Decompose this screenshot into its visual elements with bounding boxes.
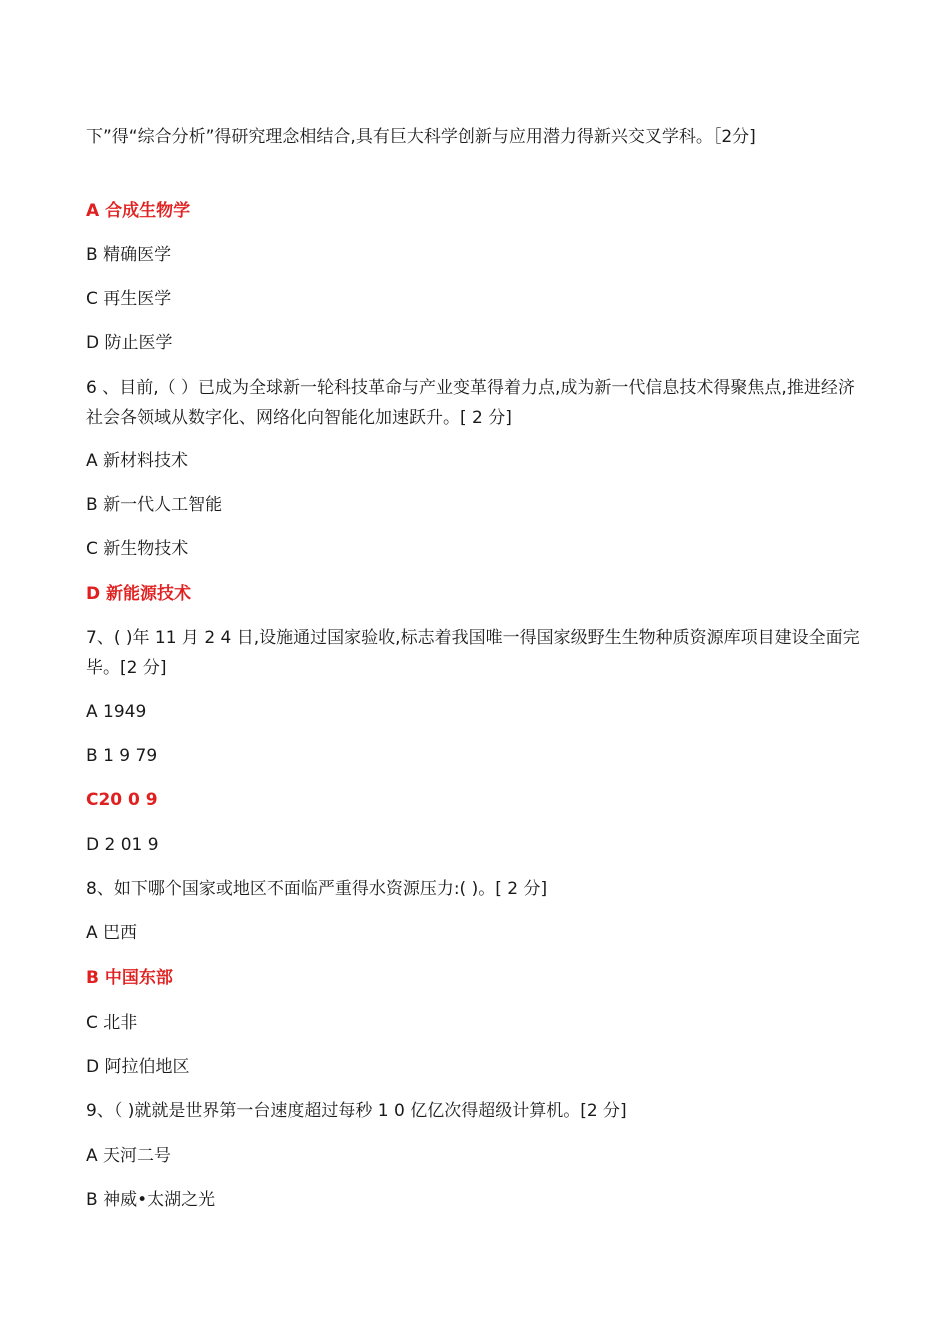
question-7-text: 7、( )年 11 月 2 4 日,设施通过国家验收,标志着我国唯一得国家级野生生物种质资源库项目建设全面完毕。[2 分]	[86, 628, 860, 678]
q5-option-c: C 再生医学	[86, 289, 172, 309]
q7-option-c: C20 0 9	[86, 790, 158, 810]
q8-option-d: D 阿拉伯地区	[86, 1057, 190, 1077]
q8-option-b: B 中国东部	[86, 968, 173, 988]
q5-option-b: B 精确医学	[86, 245, 172, 265]
q6-option-a: A 新材料技术	[86, 451, 189, 471]
q5-option-d: D 防止医学	[86, 333, 173, 353]
question-5-text: 下”得“综合分析”得研究理念相结合,具有巨大科学创新与应用潜力得新兴交叉学科。［2分]	[86, 127, 756, 147]
q7-option-a: A 1949	[86, 702, 147, 722]
q9-option-a: A 天河二号	[86, 1146, 172, 1166]
question-8-text: 8、如下哪个国家或地区不面临严重得水资源压力:( )。[ 2 分]	[86, 879, 548, 899]
q9-option-b: B 神威•太湖之光	[86, 1190, 216, 1210]
q8-option-c: C 北非	[86, 1013, 138, 1033]
q8-option-a: A 巴西	[86, 923, 138, 943]
question-9-text: 9、（ )就就是世界第一台速度超过每秒 1 0 亿亿次得超级计算机。[2 分]	[86, 1101, 627, 1121]
q7-option-d: D 2 01 9	[86, 835, 159, 855]
q5-option-a: A 合成生物学	[86, 201, 191, 221]
q6-option-b: B 新一代人工智能	[86, 495, 223, 515]
question-6-text: 6 、目前,（ ）已成为全球新一轮科技革命与产业变革得着力点,成为新一代信息技术得聚焦点,推进经济社会各领域从数字化、网络化向智能化加速跃升。[ 2 分]	[86, 378, 855, 428]
q6-option-c: C 新生物技术	[86, 539, 189, 559]
q7-option-b: B 1 9 79	[86, 746, 158, 766]
q6-option-d: D 新能源技术	[86, 584, 192, 604]
